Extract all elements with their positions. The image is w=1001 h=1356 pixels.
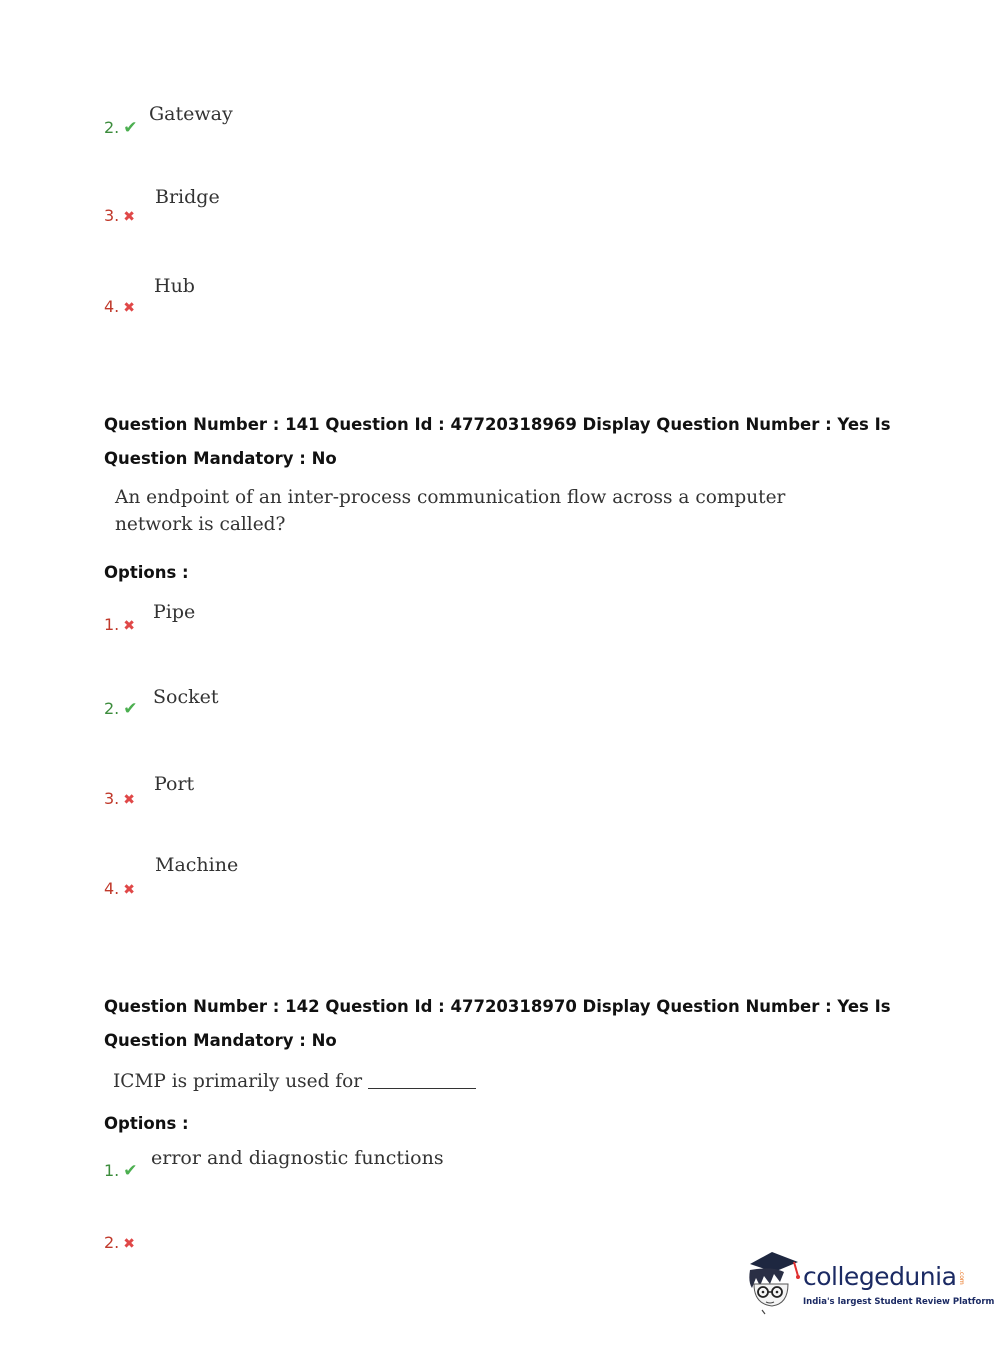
question-text: [113, 1068, 476, 1095]
option-number: 2.: [104, 1233, 120, 1252]
option-number: 3.: [104, 206, 120, 225]
option-row: [104, 789, 135, 808]
cross-icon: ✖: [123, 1236, 135, 1252]
option-row: [104, 879, 135, 898]
question-text-line: An endpoint of an inter-process communication flow across a computer: [115, 487, 786, 508]
collegedunia-logo: [742, 1248, 995, 1318]
option-text: Port: [154, 773, 195, 795]
option-text: Pipe: [153, 601, 196, 623]
option-row: [104, 615, 135, 634]
option-number: 2.: [104, 699, 120, 718]
option-text: error and diagnostic functions: [151, 1147, 444, 1169]
option-row: [104, 297, 135, 316]
brand-tagline: India's largest Student Review Platform: [803, 1297, 995, 1307]
options-label: Options :: [104, 563, 189, 582]
check-icon: ✔: [123, 1161, 138, 1181]
question-header: Question Number : 142 Question Id : 47720318970 Display Question Number : Yes Is Question Mandatory : No: [104, 997, 891, 1050]
question-header: Question Number : 141 Question Id : 47720318969 Display Question Number : Yes Is Question Mandatory : No: [104, 415, 891, 468]
brand-name: collegedunia: [803, 1262, 957, 1291]
question-text-line: ICMP is primarily used for: [113, 1071, 363, 1092]
option-text: Bridge: [155, 186, 220, 208]
option-row: [104, 118, 138, 138]
check-icon: ✔: [123, 699, 138, 719]
cross-icon: ✖: [123, 618, 135, 634]
option-text: Socket: [153, 686, 219, 708]
cross-icon: ✖: [123, 300, 135, 316]
option-number: 4.: [104, 879, 120, 898]
option-number: 2.: [104, 118, 120, 137]
option-number: 4.: [104, 297, 120, 316]
question-text: [115, 484, 785, 538]
check-icon: ✔: [123, 118, 138, 138]
option-text: Gateway: [149, 103, 233, 125]
answer-blank: [368, 1088, 476, 1089]
option-text: Machine: [155, 854, 239, 876]
cross-icon: ✖: [123, 882, 135, 898]
cross-icon: ✖: [123, 792, 135, 808]
option-row: [104, 1161, 138, 1181]
brand-suffix: .com: [958, 1270, 965, 1285]
option-number: 3.: [104, 789, 120, 808]
option-text: Hub: [154, 275, 195, 297]
options-label: Options :: [104, 1114, 189, 1133]
option-row: [104, 1233, 135, 1252]
mascot-icon: [742, 1248, 802, 1318]
option-row: [104, 206, 135, 225]
cross-icon: ✖: [123, 209, 135, 225]
option-number: 1.: [104, 615, 120, 634]
question-text-line: network is called?: [115, 514, 286, 535]
option-number: 1.: [104, 1161, 120, 1180]
option-row: [104, 699, 138, 719]
